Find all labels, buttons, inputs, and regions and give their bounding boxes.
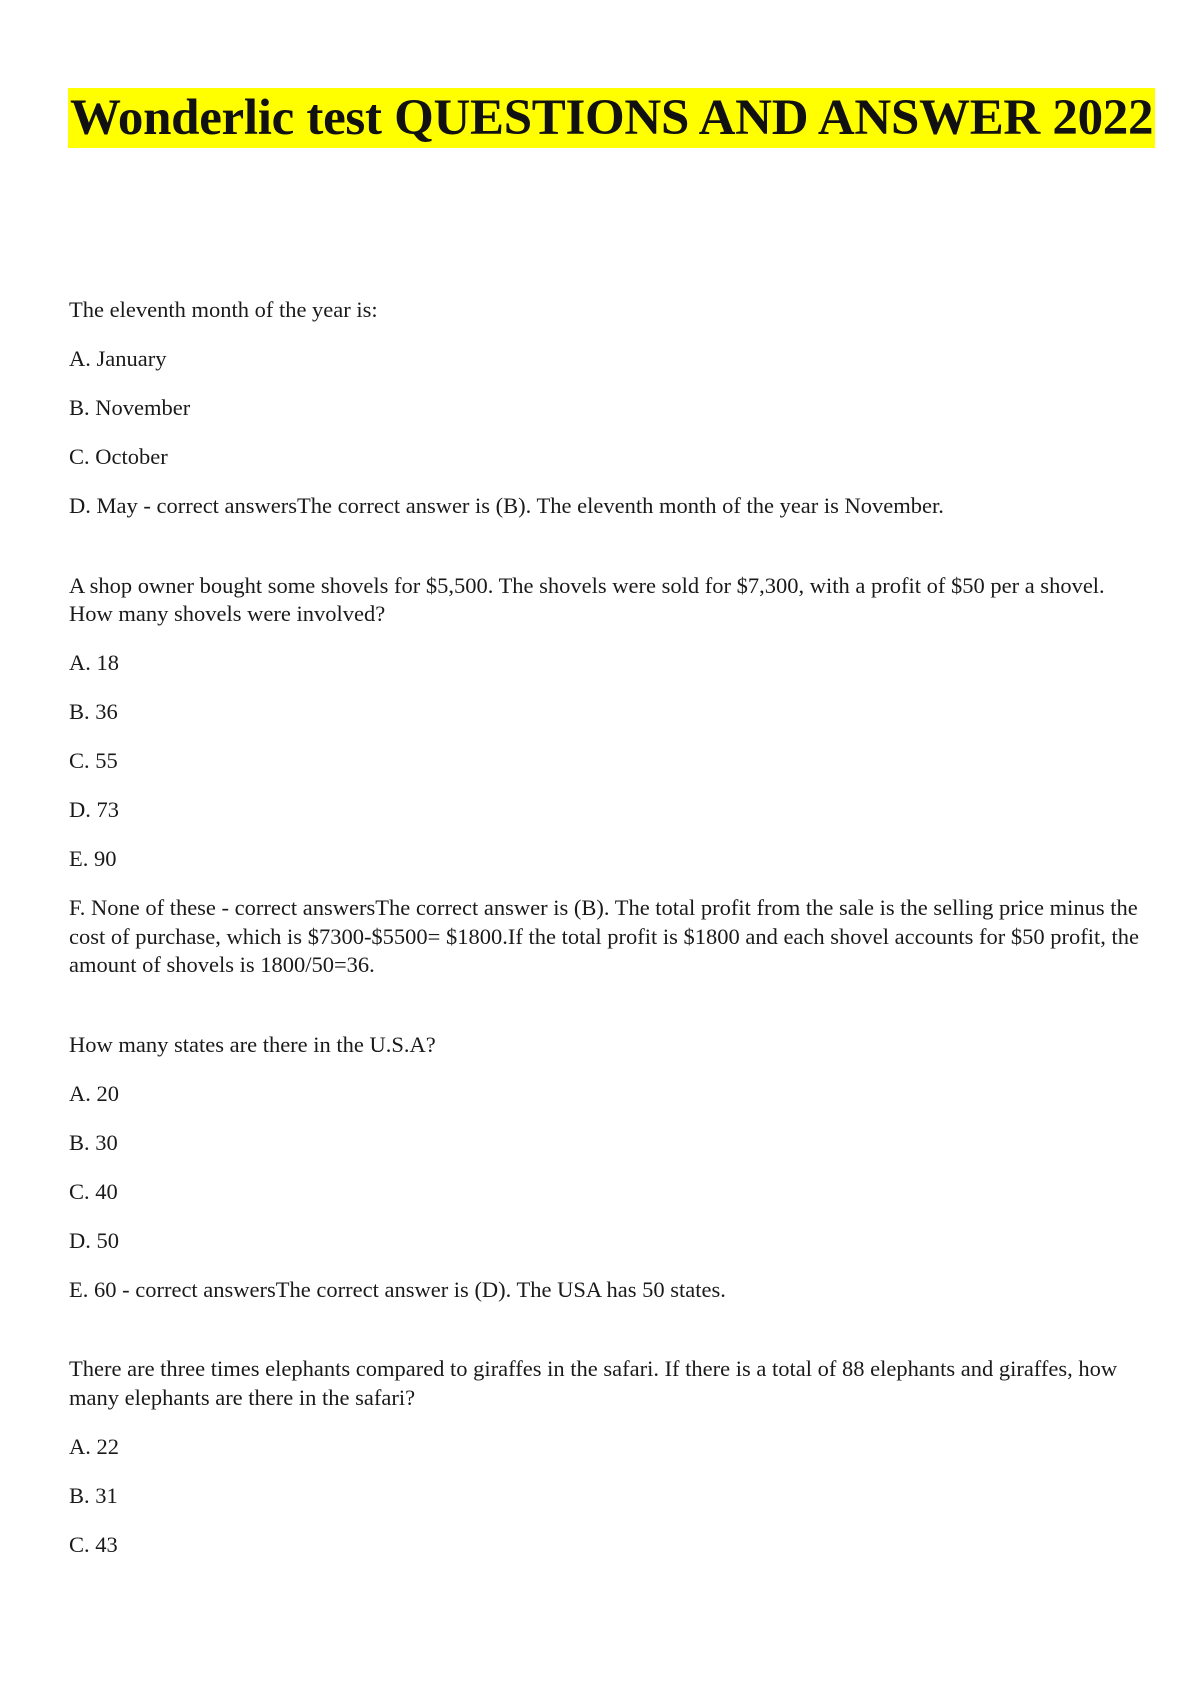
answer-option: C. 40 (69, 1178, 118, 1204)
document-title: Wonderlic test QUESTIONS AND ANSWER 2022 (70, 90, 1154, 146)
question-4 (69, 1355, 1139, 1559)
answer-option: A. 18 (69, 650, 119, 675)
answer-option: C. 55 (69, 748, 118, 773)
question-prompt: A shop owner bought some shovels for $5,500. The shovels were sold for $7,300, with a profit of $50 per a shovel. How many shovels were involved? (69, 572, 1105, 626)
answer-option: A. 22 (69, 1433, 119, 1459)
question-2 (69, 572, 1139, 980)
question-prompt: There are three times elephants compared to giraffes in the safari. If there is a total of 88 elephants and giraffes, how many elephants are there in the safari? (69, 1356, 1118, 1410)
answer-option-with-explanation: E. 60 - correct answersThe correct answer is (D). The USA has 50 states. (69, 1276, 726, 1302)
question-list (69, 296, 1139, 1580)
answer-option: A. January (69, 346, 167, 371)
answer-option: B. 30 (69, 1129, 118, 1155)
answer-option: A. 20 (69, 1080, 119, 1106)
answer-option: E. 90 (69, 846, 117, 871)
answer-option: B. November (69, 395, 191, 420)
answer-option: D. 73 (69, 797, 119, 822)
answer-option-with-explanation: F. None of these - correct answersThe correct answer is (B). The total profit from the sale is the selling price minus the cost of purchase, which is $7300-$5500= $1800.If the total profit is $1800 and each shovel accounts for $50 profit, the amount of shovels is 1800/50=36. (69, 895, 1139, 977)
question-1 (69, 296, 1139, 521)
answer-option: D. 50 (69, 1227, 119, 1253)
answer-option: B. 31 (69, 1482, 118, 1508)
question-prompt: The eleventh month of the year is: (69, 297, 378, 322)
answer-option: C. October (69, 444, 168, 469)
answer-option: B. 36 (69, 699, 118, 724)
answer-option-with-explanation: D. May - correct answersThe correct answer is (B). The eleventh month of the year is November. (69, 493, 944, 518)
question-prompt: How many states are there in the U.S.A? (69, 1031, 436, 1057)
answer-option: C. 43 (69, 1531, 118, 1557)
question-3 (69, 1031, 1139, 1305)
